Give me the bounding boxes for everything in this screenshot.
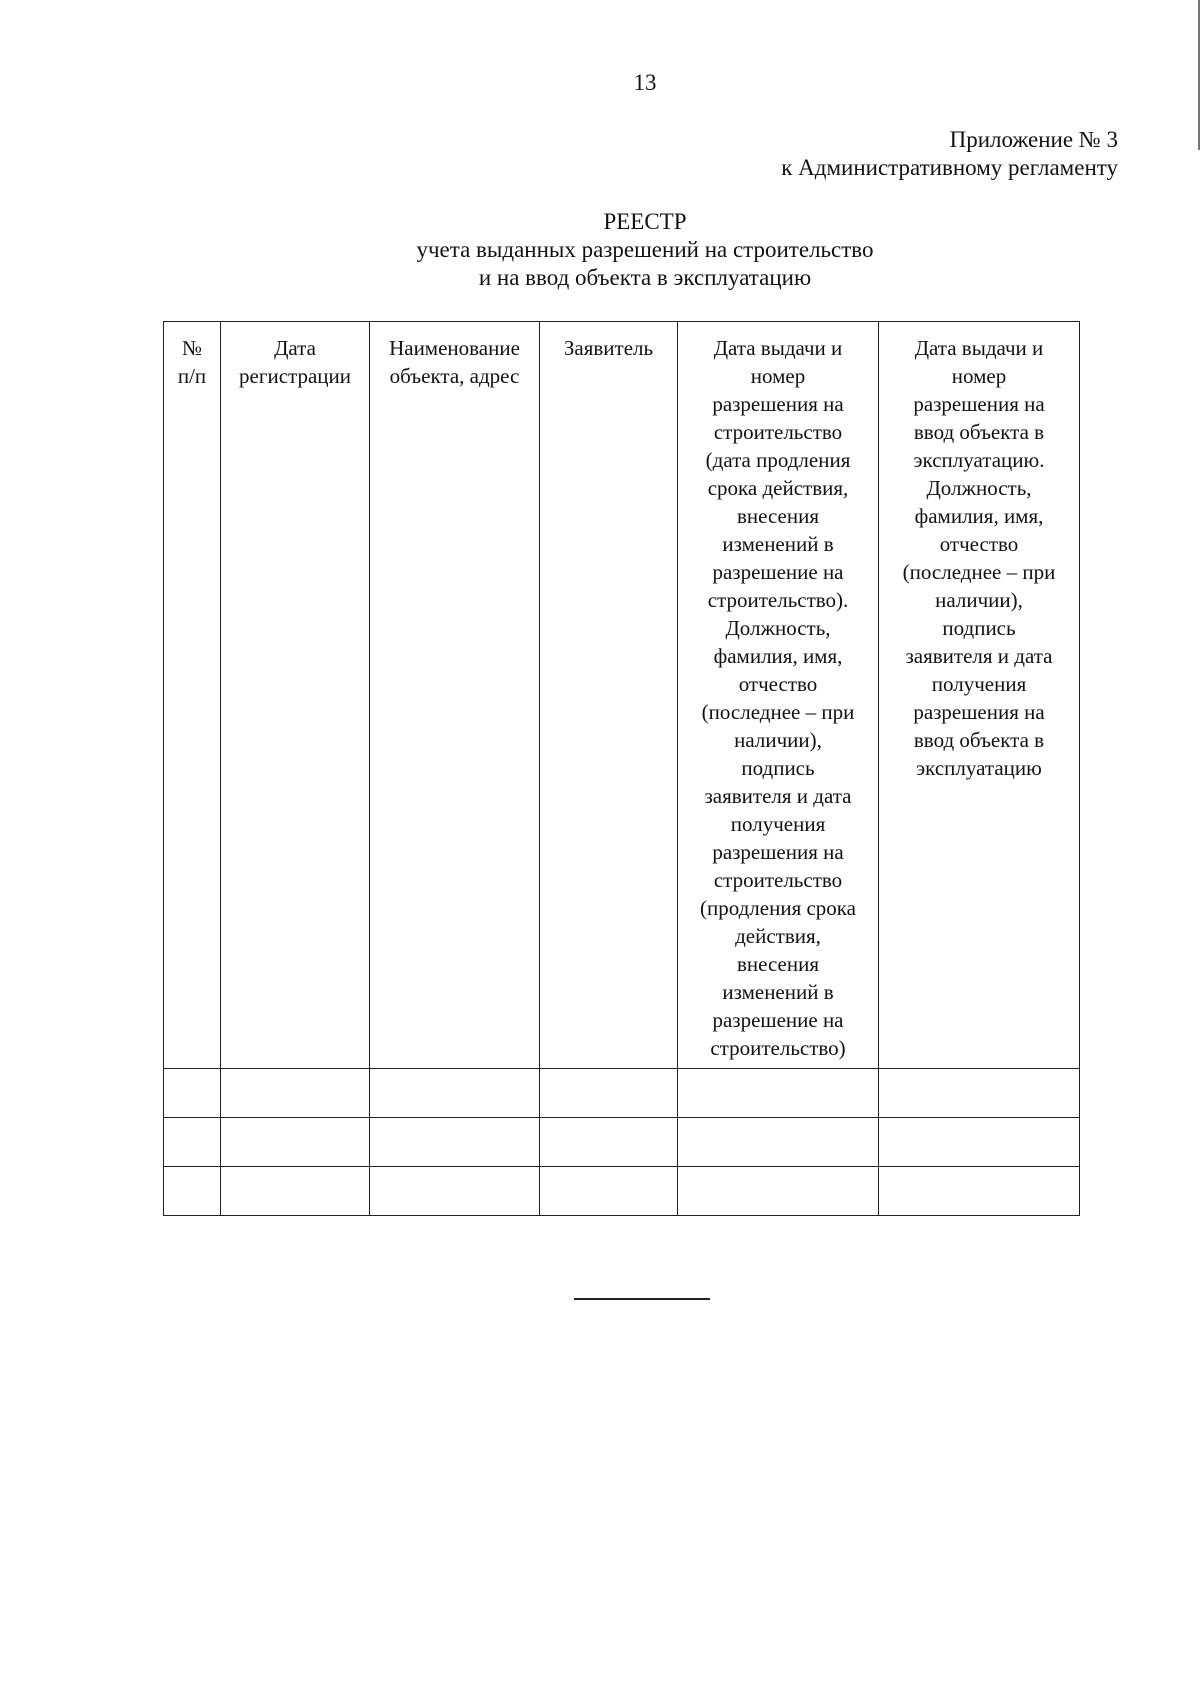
header-line: (последнее – при xyxy=(902,560,1056,584)
header-line: Дата выдачи и xyxy=(914,336,1044,360)
page-number: 13 xyxy=(633,70,657,95)
header-line: фамилия, имя, xyxy=(914,504,1044,528)
header-applicant xyxy=(540,322,678,1069)
table-cell xyxy=(370,1069,540,1118)
header-line: разрешение на xyxy=(712,1008,844,1032)
header-line: Наименование xyxy=(389,336,520,360)
header-line: п/п xyxy=(177,364,207,388)
table-cell xyxy=(221,1118,370,1167)
header-line: разрешения на xyxy=(712,840,844,864)
header-line: Должность, xyxy=(725,616,831,640)
header-line: строительство xyxy=(713,868,843,892)
appendix-line-2: к Административному регламенту xyxy=(781,155,1118,180)
title-main: РЕЕСТР xyxy=(603,209,687,234)
header-line: наличии), xyxy=(935,588,1023,612)
table-cell xyxy=(879,1069,1080,1118)
header-construction-permit xyxy=(678,322,879,1069)
header-registration-date xyxy=(221,322,370,1069)
header-line: разрешения на xyxy=(913,700,1045,724)
header-line: изменений в xyxy=(722,980,834,1004)
header-line: внесения xyxy=(736,504,820,528)
table-row xyxy=(164,1069,1080,1118)
header-line: Должность, xyxy=(926,476,1032,500)
header-line: получения xyxy=(931,672,1027,696)
table-cell xyxy=(164,1069,221,1118)
header-line: Дата xyxy=(274,336,316,360)
header-object-name-address xyxy=(370,322,540,1069)
header-line: строительство). xyxy=(707,588,849,612)
header-line: (последнее – при xyxy=(701,700,855,724)
header-commissioning-permit xyxy=(879,322,1080,1069)
table-cell xyxy=(164,1118,221,1167)
header-line: (продления срока xyxy=(699,896,857,920)
header-line: ввод объекта в xyxy=(913,420,1045,444)
header-line: объекта, адрес xyxy=(389,364,520,388)
header-line: подпись xyxy=(942,616,1016,640)
registry-table xyxy=(163,321,1080,1216)
header-line: (дата продления xyxy=(705,448,851,472)
table-cell xyxy=(370,1167,540,1216)
title-line-3: и на ввод объекта в эксплуатацию xyxy=(478,265,812,290)
header-line: получения xyxy=(730,812,826,836)
appendix-line-1: Приложение № 3 xyxy=(949,127,1118,152)
table-cell xyxy=(678,1069,879,1118)
table-cell xyxy=(678,1167,879,1216)
header-line: регистрации xyxy=(239,364,351,388)
document-title xyxy=(155,208,1135,292)
table-cell xyxy=(370,1118,540,1167)
header-line: разрешения на xyxy=(913,392,1045,416)
header-line: разрешение на xyxy=(712,560,844,584)
header-line: изменений в xyxy=(722,532,834,556)
table-row xyxy=(164,1167,1080,1216)
header-line: строительство xyxy=(713,420,843,444)
header-line: эксплуатацию. xyxy=(913,448,1045,472)
table-header-row xyxy=(164,322,1080,1069)
header-line: строительство) xyxy=(710,1036,846,1060)
header-line: ввод объекта в xyxy=(913,728,1045,752)
header-line: Заявитель xyxy=(563,336,654,360)
table-cell xyxy=(164,1167,221,1216)
table-cell xyxy=(540,1069,678,1118)
table-cell xyxy=(221,1069,370,1118)
header-line: номер xyxy=(951,364,1007,388)
header-line: срока действия, xyxy=(707,476,849,500)
table-row xyxy=(164,1118,1080,1167)
header-number xyxy=(164,322,221,1069)
header-line: эксплуатацию xyxy=(916,756,1042,780)
header-line: отчество xyxy=(939,532,1019,556)
header-line: номер xyxy=(750,364,806,388)
table-cell xyxy=(678,1118,879,1167)
end-rule xyxy=(574,1298,710,1300)
table-cell xyxy=(221,1167,370,1216)
header-line: подпись xyxy=(741,756,815,780)
header-line: разрешения на xyxy=(712,392,844,416)
table-cell xyxy=(540,1118,678,1167)
appendix-reference xyxy=(781,126,1118,182)
header-line: внесения xyxy=(736,952,820,976)
header-line: наличии), xyxy=(734,728,822,752)
table-cell xyxy=(879,1167,1080,1216)
table-cell xyxy=(540,1167,678,1216)
header-line: действия, xyxy=(735,924,821,948)
table-body xyxy=(164,1069,1080,1216)
header-line: заявителя и дата xyxy=(704,784,852,808)
header-line: фамилия, имя, xyxy=(713,644,843,668)
header-line: № xyxy=(181,336,203,360)
header-line: заявителя и дата xyxy=(905,644,1053,668)
header-line: отчество xyxy=(738,672,818,696)
title-line-2: учета выданных разрешений на строительство xyxy=(416,237,874,262)
header-line: Дата выдачи и xyxy=(713,336,843,360)
table-cell xyxy=(879,1118,1080,1167)
